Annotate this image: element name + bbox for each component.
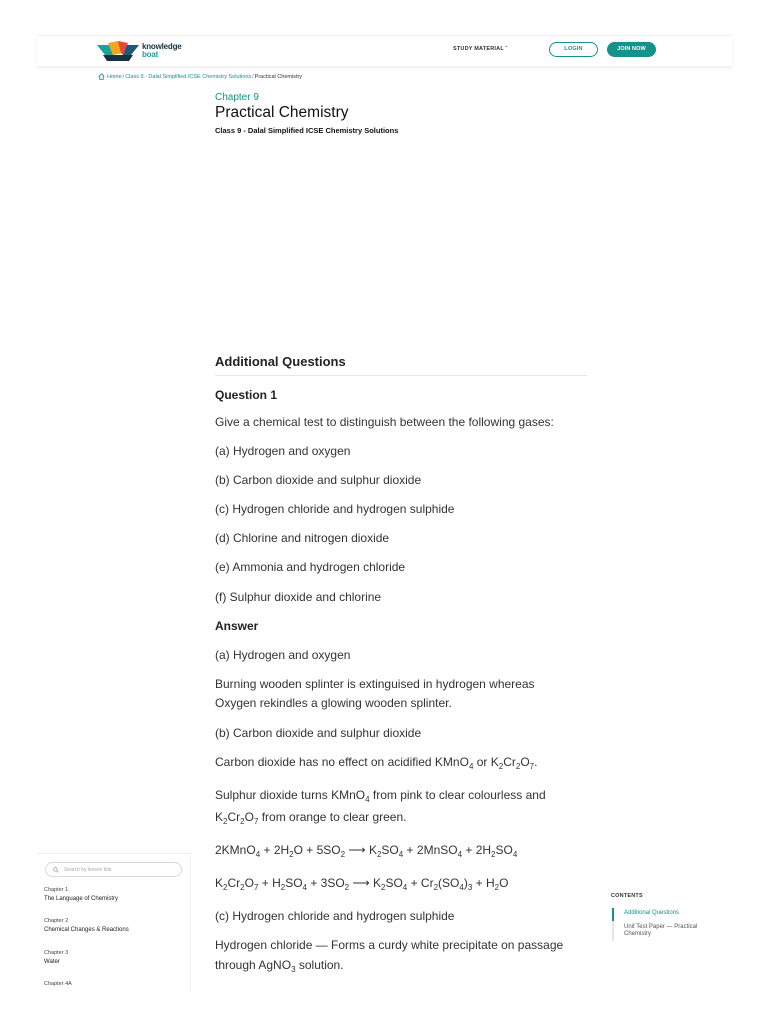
answer-text: Hydrogen chloride — Forms a curdy white precipitate on passage [215, 938, 564, 952]
breadcrumb-class[interactable]: Class 9 - Dalal Simplified ICSE Chemistry Solutions [125, 73, 252, 80]
answer-text: Burning wooden splinter is extinguised in hydrogen whereas [215, 677, 535, 691]
sidebar-chapter-item[interactable] [44, 887, 118, 902]
answer-label: Answer [215, 619, 259, 633]
logo-text [142, 43, 182, 59]
breadcrumb-home[interactable]: Home [107, 73, 122, 80]
chapter-name: Water [44, 959, 60, 965]
chapter-number: Chapter 4A [44, 981, 72, 987]
question-title: Question 1 [215, 388, 278, 402]
logo-mark-icon [97, 41, 139, 61]
answer-text: $K_2Cr_2O_7$ from orange to clear green. [215, 810, 407, 826]
page-subtitle: Class 9 - Dalal Simplified ICSE Chemistry Solutions [215, 126, 399, 135]
sidebar-search[interactable] [45, 862, 182, 877]
main-content [215, 350, 587, 974]
question-option: (a) Hydrogen and oxygen [215, 444, 351, 458]
answer-heading: (c) Hydrogen chloride and hydrogen sulphide [215, 909, 455, 923]
sidebar-chapter-item[interactable] [44, 918, 129, 933]
chapter-name: The Language of Chemistry [44, 896, 119, 902]
question-text: Give a chemical test to distinguish between the following gases: [215, 415, 554, 429]
answer-heading: (a) Hydrogen and oxygen [215, 648, 351, 662]
search-input[interactable] [64, 867, 174, 873]
chemical-equation: $K_2Cr_2O_7 + H_2SO_4 + 3SO_2$ ⟶ $K_2SO_4 + Cr_2(SO_4)_3 + H_2O$ [215, 876, 509, 892]
chapter-number: Chapter 2 [44, 918, 69, 924]
page-title: Practical Chemistry [215, 104, 349, 121]
toc-item-additional-questions[interactable]: Additional Questions [612, 908, 717, 921]
answer-text: through AgNO$_3$ solution. [215, 958, 344, 974]
knowledgeboat-logo[interactable] [97, 41, 182, 61]
answer-text: Oxygen rekindles a glowing wooden splinter. [215, 696, 452, 710]
chapter-number: Chapter 3 [44, 950, 69, 956]
home-icon[interactable] [98, 73, 105, 80]
contents-title: CONTENTS [611, 893, 643, 899]
chapter-name: Chemical Changes & Reactions [44, 927, 129, 933]
sidebar-chapter-item[interactable] [44, 981, 72, 987]
question-option: (b) Carbon dioxide and sulphur dioxide [215, 473, 422, 487]
chapter-number: Chapter 1 [44, 887, 69, 893]
answer-text: Sulphur dioxide turns KMnO$_4$ from pink to clear colourless and [215, 788, 546, 804]
search-icon [53, 867, 59, 873]
section-title: Additional Questions [215, 350, 587, 376]
sidebar-chapter-item[interactable] [44, 950, 68, 965]
study-material-menu[interactable] [453, 46, 508, 52]
breadcrumb-current: Practical Chemistry [254, 73, 303, 80]
chapter-sidebar [37, 853, 191, 993]
site-header [37, 35, 732, 66]
question-option: (d) Chlorine and nitrogen dioxide [215, 531, 390, 545]
logo-text-line2: boat [142, 50, 159, 59]
answer-text-fragment: through AgNO [215, 958, 292, 972]
question-option: (c) Hydrogen chloride and hydrogen sulphide [215, 502, 455, 516]
question-option: (f) Sulphur dioxide and chlorine [215, 590, 382, 604]
chapter-label: Chapter 9 [215, 92, 259, 103]
answer-text: Carbon dioxide has no effect on acidified KMnO$_4$ or $K_2Cr_2O_7$. [215, 755, 538, 771]
contents-list [612, 908, 717, 941]
chemical-equation: 2KMnO$_4$ + $2H_2O + 5SO_2$ ⟶ $K_2SO_4$ + 2MnSO$_4$ + $2H_2SO_4$ [215, 843, 518, 859]
study-material-label: STUDY MATERIAL [453, 46, 504, 52]
answer-heading: (b) Carbon dioxide and sulphur dioxide [215, 726, 422, 740]
breadcrumb-separator: / [122, 73, 125, 80]
logo-text-line1: knowledge [142, 42, 182, 51]
breadcrumb-separator: / [252, 73, 254, 80]
join-now-button[interactable]: JOIN NOW [607, 42, 656, 57]
chevron-down-icon: ˇ [505, 46, 508, 52]
breadcrumb [98, 73, 302, 80]
login-button[interactable]: LOGIN [549, 42, 598, 57]
toc-item-unit-test-paper[interactable]: Unit Test Paper — Practical Chemistry [612, 921, 717, 941]
question-option: (e) Ammonia and hydrogen chloride [215, 560, 406, 574]
